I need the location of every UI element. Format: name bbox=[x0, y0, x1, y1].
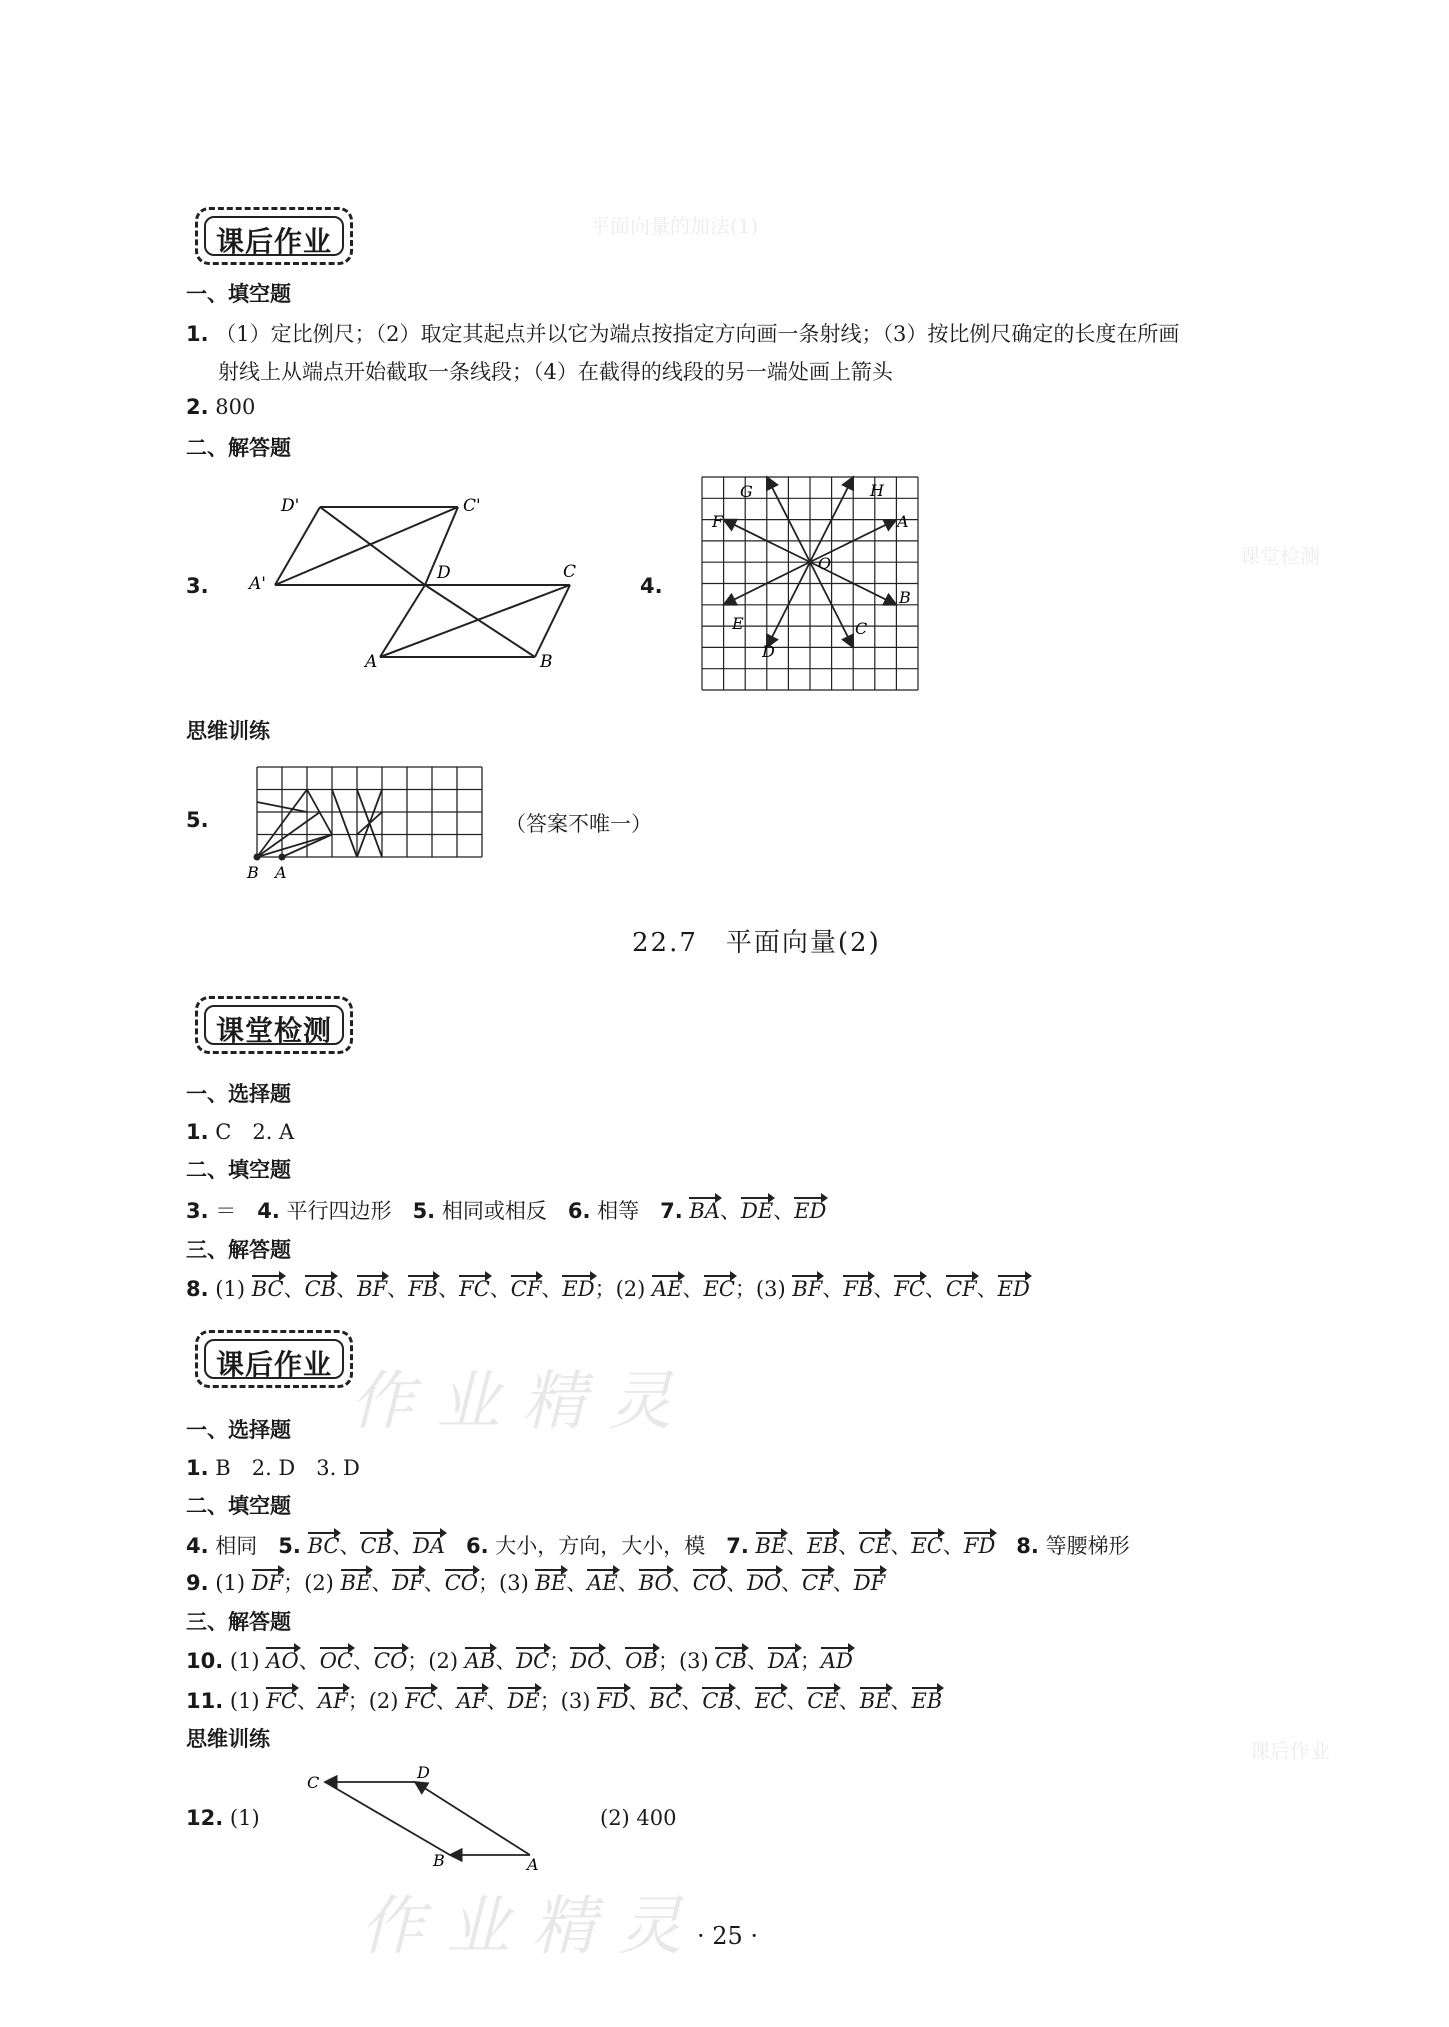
svg-text:E: E bbox=[732, 614, 744, 633]
class-fill-answers: 3. ＝ 4. 平行四边形 5. 相同或相反 6. 相等 7. BA、DE、ED bbox=[186, 1199, 827, 1223]
class-answer-heading: 三、解答题 bbox=[186, 1238, 291, 1262]
svg-text:D: D bbox=[417, 1763, 430, 1782]
q12-parallelogram-figure bbox=[295, 1760, 555, 1870]
watermark-bottom: 作业精灵 bbox=[360, 1890, 704, 1964]
svg-text:D: D bbox=[762, 642, 775, 661]
q1-text-1: （1）定比例尺；（2）取定其起点并以它为端点按指定方向画一条射线；（3）按比例尺确定的长度在所画 bbox=[215, 322, 1180, 346]
svg-text:B: B bbox=[540, 652, 553, 672]
svg-text:A: A bbox=[365, 652, 378, 672]
class-choice-heading: 一、选择题 bbox=[186, 1082, 291, 1106]
q5-note: （答案不唯一） bbox=[505, 812, 652, 836]
homework-badge-label: 课后作业 bbox=[215, 225, 332, 258]
hw-fill-answers: 4. 相同 5. BC、CB、DA 6. 大小，方向，大小，模 7. BE、EB、CE、EC、FD 8. 等腰梯形 bbox=[186, 1534, 1130, 1558]
svg-text:C: C bbox=[307, 1773, 320, 1792]
svg-text:D': D' bbox=[281, 496, 300, 516]
hw-q9: 9. (1) DF；(2) BE、DF、CO；(3) BE、AE、BO、CO、DO、CF、DF bbox=[186, 1571, 886, 1595]
class-check-badge-label: 课堂检测 bbox=[215, 1014, 332, 1047]
homework-badge-2-label: 课后作业 bbox=[215, 1348, 332, 1381]
q3-number bbox=[186, 574, 209, 598]
c-choice-text: C 2. A bbox=[215, 1120, 295, 1144]
thinking-heading-1: 思维训练 bbox=[186, 719, 270, 743]
fill-blank-heading: 一、填空题 bbox=[186, 282, 291, 306]
hw-q11: 11. (1) FC、AF；(2) FC、AF、DE；(3) FD、BC、CB、EC、CE、BE、EB bbox=[186, 1689, 943, 1713]
hw-fill-heading: 二、填空题 bbox=[186, 1494, 291, 1518]
class-q8: 8. (1) BC、CB、BF、FB、FC、CF、ED；(2) AE、EC；(3) BF、FB、FC、CF、ED bbox=[186, 1277, 1030, 1301]
watermark-top: 作业精灵 bbox=[350, 1365, 694, 1439]
q12-num: 12. bbox=[186, 1806, 224, 1830]
q1-line1 bbox=[186, 318, 1179, 348]
svg-text:A: A bbox=[527, 1855, 539, 1870]
class-choice-answers bbox=[186, 1116, 294, 1146]
svg-text:D: D bbox=[437, 563, 451, 583]
svg-text:O: O bbox=[818, 554, 832, 573]
homework-badge-2 bbox=[195, 1330, 353, 1388]
homework-badge bbox=[195, 207, 353, 265]
answer-heading-1: 二、解答题 bbox=[186, 436, 291, 460]
q5-grid-figure bbox=[245, 762, 495, 882]
hw-choice-heading: 一、选择题 bbox=[186, 1418, 291, 1442]
q12-part2: (2) 400 bbox=[600, 1806, 677, 1830]
svg-text:C: C bbox=[855, 619, 868, 638]
svg-text:B: B bbox=[899, 588, 911, 607]
q4-number bbox=[640, 574, 663, 598]
q3-parallelogram-figure bbox=[245, 495, 595, 675]
svg-text:C: C bbox=[563, 562, 577, 582]
q1-number: 1. bbox=[186, 322, 209, 346]
q4-num: 4. bbox=[640, 574, 663, 598]
q12-1-text: (1) bbox=[229, 1806, 260, 1830]
svg-text:H: H bbox=[870, 481, 884, 500]
hw-q10: 10. (1) AO、OC、CO；(2) AB、DC；DO、OB；(3) CB、DA；AD bbox=[186, 1649, 853, 1673]
svg-text:F: F bbox=[712, 512, 724, 531]
q2-answer: 800 bbox=[215, 395, 256, 419]
q12-part1 bbox=[186, 1806, 260, 1830]
q5-num: 5. bbox=[186, 808, 209, 832]
svg-text:A': A' bbox=[249, 574, 266, 594]
h-q1-num: 1. bbox=[186, 1456, 209, 1480]
class-check-badge bbox=[195, 996, 353, 1054]
svg-text:A: A bbox=[275, 863, 287, 882]
thinking-heading-2: 思维训练 bbox=[186, 1727, 270, 1751]
q3-num: 3. bbox=[186, 574, 209, 598]
q5-number bbox=[186, 808, 209, 832]
svg-text:B: B bbox=[433, 1851, 445, 1870]
hw-answer-heading: 三、解答题 bbox=[186, 1610, 291, 1634]
svg-text:B: B bbox=[247, 863, 259, 882]
q1-line2: 射线上从端点开始截取一条线段；（4）在截得的线段的另一端处画上箭头 bbox=[218, 360, 893, 384]
lesson-title: 22.7 平面向量(2) bbox=[632, 928, 881, 958]
class-fill-heading: 二、填空题 bbox=[186, 1158, 291, 1182]
page-number: · 25 · bbox=[697, 1922, 759, 1950]
svg-text:C': C' bbox=[463, 496, 481, 516]
svg-text:A: A bbox=[897, 512, 909, 531]
q4-grid-vector-figure bbox=[700, 475, 930, 695]
svg-text:G: G bbox=[740, 482, 753, 501]
q2-number: 2. bbox=[186, 395, 209, 419]
c-q1-num: 1. bbox=[186, 1120, 209, 1144]
q2-line bbox=[186, 395, 255, 419]
h-choice-text: B 2. D 3. D bbox=[215, 1456, 360, 1480]
hw-choice-answers bbox=[186, 1452, 360, 1482]
